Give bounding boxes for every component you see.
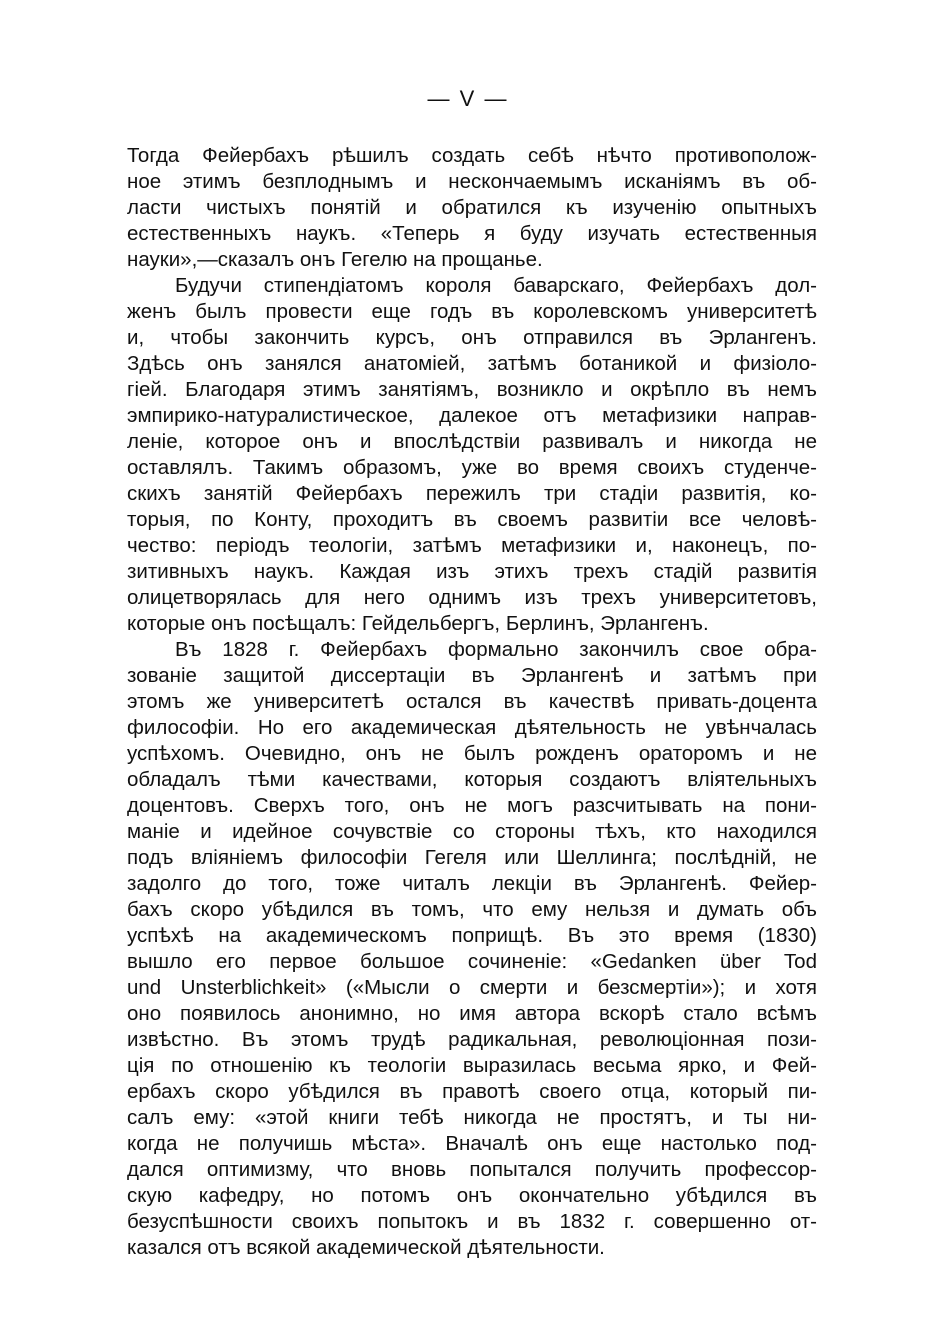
text-line: дался оптимизму, что вновь попытался получить профессор- (127, 1158, 817, 1181)
text-line: этомъ же университетѣ остался въ качествѣ привать-доцента (127, 690, 817, 713)
page-number: — V — (427, 86, 509, 111)
text-line: успѣхомъ. Очевидно, онъ не былъ рожденъ ораторомъ и не (127, 742, 817, 765)
text-line: леніе, которое онъ и впослѣдствіи развивалъ и никогда не (127, 430, 817, 453)
text-line: зованіе защитой диссертаціи въ Эрлангенѣ и затѣмъ при (127, 664, 817, 687)
text-line: зитивныхъ наукъ. Каждая изъ этихъ трехъ стадій развитія (127, 560, 817, 583)
text-line: маніе и идейное сочувствіе со стороны тѣхъ, кто находился (127, 820, 817, 843)
text-line: извѣстно. Въ этомъ трудѣ радикальная, революціонная пози- (127, 1028, 817, 1051)
text-line: скую кафедру, но потомъ онъ окончательно убѣдился въ (127, 1184, 817, 1207)
text-line: бахъ скоро убѣдился въ томъ, что ему нельзя и думать объ (127, 898, 817, 921)
text-line: гіей. Благодаря этимъ занятіямъ, возникло и окрѣпло въ немъ (127, 378, 817, 401)
text-line: задолго до того, тоже читалъ лекціи въ Эрлангенѣ. Фейер- (127, 872, 817, 895)
text-line: казался отъ всякой академической дѣятельности. (127, 1236, 605, 1259)
text-line: подъ вліяніемъ философіи Гегеля или Шеллинга; послѣдній, не (127, 846, 817, 869)
text-line: чество: періодъ теологіи, затѣмъ метафизики и, наконецъ, по- (127, 534, 817, 557)
paragraph-start-line: Въ 1828 г. Фейербахъ формально закончилъ свое обра- (175, 638, 817, 661)
text-line: und Unsterblichkeit» («Мысли о смерти и безсмертіи»); и хотя (127, 976, 817, 999)
text-line: скихъ занятій Фейербахъ пережилъ три стадіи развитія, ко- (127, 482, 817, 505)
text-line: вышло его первое большое сочиненіе: «Gedanken über Tod (127, 950, 817, 973)
text-line: салъ ему: «этой книги тебѣ никогда не простятъ, и ты ни- (127, 1106, 817, 1129)
text-line: оставлялъ. Такимъ образомъ, уже во время своихъ студенче- (127, 456, 817, 479)
text-line: и, чтобы закончить курсъ, онъ отправился въ Эрлангенъ. (127, 326, 817, 349)
text-line: торыя, по Конту, проходитъ въ своемъ развитіи все человѣ- (127, 508, 817, 531)
text-line: философіи. Но его академическая дѣятельность не увѣнчалась (127, 716, 817, 739)
text-line: эмпирико-натуралистическое, далекое отъ метафизики направ- (127, 404, 817, 427)
text-line: безуспѣшности своихъ попытокъ и въ 1832 г. совершенно от- (127, 1210, 817, 1233)
paragraph-start-line: Будучи стипендіатомъ короля баварскаго, Фейербахъ дол- (175, 274, 817, 297)
text-line: ербахъ скоро убѣдился въ правотѣ своего отца, который пи- (127, 1080, 817, 1103)
text-line: успѣхѣ на академическомъ поприщѣ. Въ это время (1830) (127, 924, 817, 947)
text-line: ласти чистыхъ понятій и обратился къ изученію опытныхъ (127, 196, 817, 219)
text-line: которые онъ посѣщалъ: Гейдельбергъ, Берлинъ, Эрлангенъ. (127, 612, 709, 635)
text-line: доцентовъ. Сверхъ того, онъ не могъ разсчитывать на пони- (127, 794, 817, 817)
text-line: женъ былъ провести еще годъ въ королевскомъ университетѣ (127, 300, 817, 323)
body-text (127, 143, 817, 1261)
text-line: когда не получишь мѣста». Вначалѣ онъ еще настолько под- (127, 1132, 817, 1155)
text-line: науки»,—сказалъ онъ Гегелю на прощанье. (127, 248, 543, 271)
text-line: ція по отношенію къ теологіи выразилась весьма ярко, и Фей- (127, 1054, 817, 1077)
text-line: обладалъ тѣми качествами, которыя создаютъ вліятельныхъ (127, 768, 817, 791)
text-line: олицетворялась для него однимъ изъ трехъ университетовъ, (127, 586, 817, 609)
text-line: Здѣсь онъ занялся анатоміей, затѣмъ ботаникой и физіоло- (127, 352, 817, 375)
text-line: ное этимъ безплоднымъ и нескончаемымъ исканіямъ въ об- (127, 170, 817, 193)
text-line: естественныхъ наукъ. «Теперь я буду изучать естественныя (127, 222, 817, 245)
text-line: Тогда Фейербахъ рѣшилъ создать себѣ нѣчто противополож- (127, 144, 817, 167)
text-line: оно появилось анонимно, но имя автора вскорѣ стало всѣмъ (127, 1002, 817, 1025)
